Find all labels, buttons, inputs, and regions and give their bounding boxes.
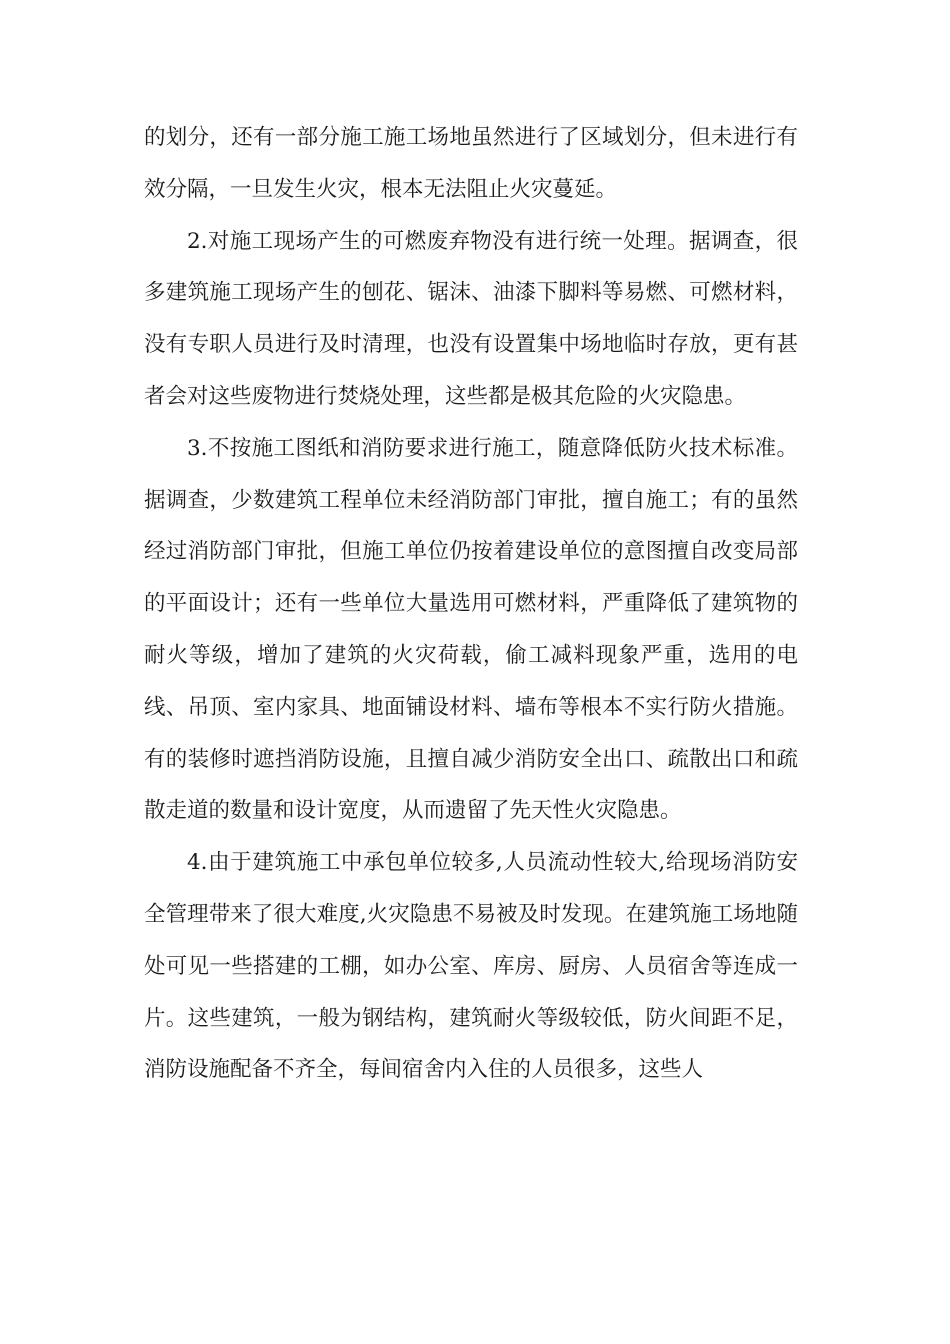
paragraph-4: 4.由于建筑施工中承包单位较多,人员流动性较大,给现场消防安全管理带来了很大难度,火灾隐患不易被及时发现。在建筑施工场地随处可见一些搭建的工棚，如办公室、库房、厨房、人员宿舍等连成一片。这些建筑，一般为钢结构，建筑耐火等级较低，防火间距不足，消防设施配备不齐全，每间宿舍内入住的人员很多，这些人 — [144, 850, 798, 1083]
paragraph-continuation: 的划分，还有一部分施工施工场地虽然进行了区域划分，但未进行有效分隔，一旦发生火灾，根本无法阻止火灾蔓延。 — [144, 125, 798, 202]
body-text — [144, 112, 798, 1096]
paragraph-2: 2.对施工现场产生的可燃废弃物没有进行统一处理。据调查，很多建筑施工现场产生的刨花、锯沫、油漆下脚料等易燃、可燃材料，没有专职人员进行及时清理，也没有设置集中场地临时存放，更有甚者会对这些废物进行焚烧处理，这些都是极其危险的火灾隐患。 — [144, 228, 798, 409]
paragraph-3: 3.不按施工图纸和消防要求进行施工，随意降低防火技术标准。据调查，少数建筑工程单位未经消防部门审批，擅自施工；有的虽然经过消防部门审批，但施工单位仍按着建设单位的意图擅自改变局部的平面设计；还有一些单位大量选用可燃材料，严重降低了建筑物的耐火等级，增加了建筑的火灾荷载，偷工减料现象严重，选用的电线、吊顶、室内家具、地面铺设材料、墙布等根本不实行防火措施。有的装修时遮挡消防设施，且擅自减少消防安全出口、疏散出口和疏散走道的数量和设计宽度，从而遗留了先天性火灾隐患。 — [144, 435, 798, 824]
